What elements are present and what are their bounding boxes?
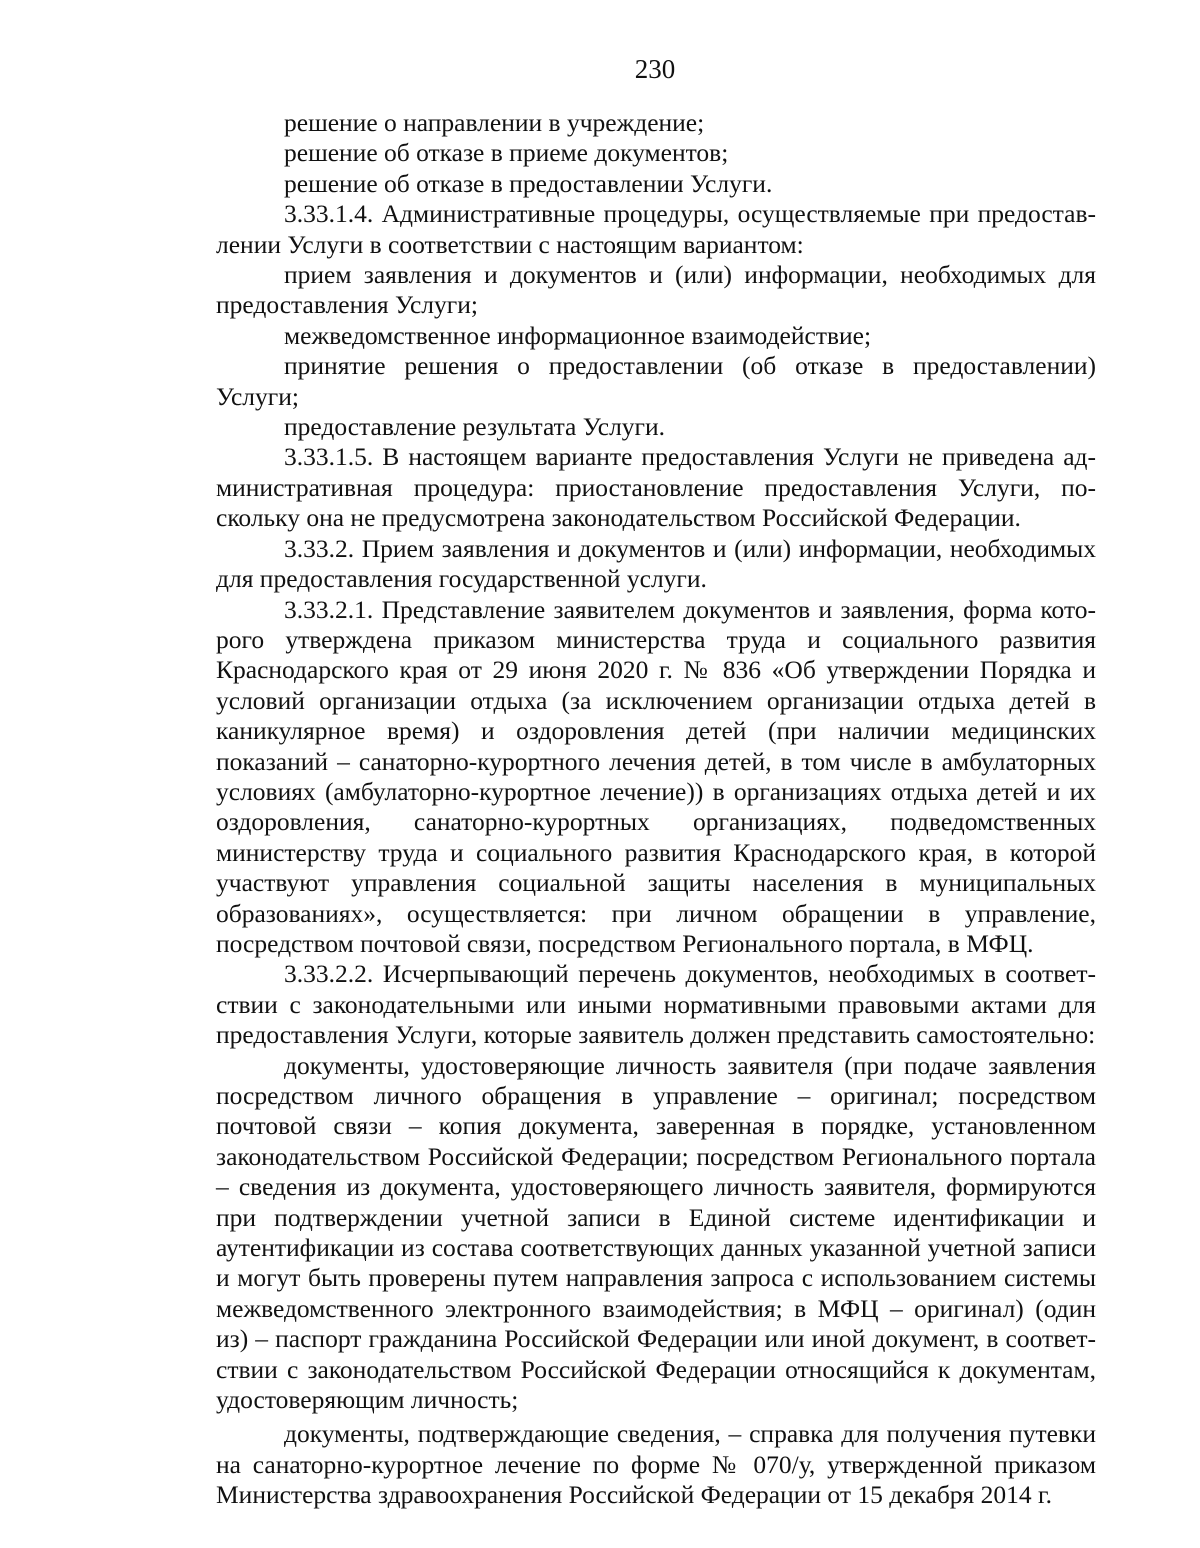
paragraph: 3.33.2. Прием заявления и документов и (или) информации, необходимых для предоставления государственной услуги.	[216, 533, 1096, 594]
paragraph: прием заявления и документов и (или) информации, необходимых для предоставления Услуги;	[216, 260, 1096, 320]
paragraph: 3.33.1.4. Административные процедуры, осуществляемые при предоставлении Услуги в соответствии с настоящим вариантом:	[216, 199, 1096, 259]
paragraph: межведомственное информационное взаимодействие;	[284, 320, 872, 350]
document-body	[216, 108, 1096, 1511]
paragraph: решение об отказе в предоставлении Услуги.	[284, 168, 773, 198]
paragraph: решение об отказе в приеме документов;	[284, 138, 729, 168]
paragraph: документы, подтверждающие сведения, – справка для получения путевки на санаторно-курортное лечение по форме № 070/у, утвержденной приказом Министерства здравоохранения Российской Федерации от 15 декабря 2014 г.	[216, 1419, 1096, 1510]
paragraph: решение о направлении в учреждение;	[284, 108, 705, 137]
paragraph: 3.33.1.5. В настоящем варианте предоставления Услуги не приведена административная процедура: приостановление предоставления Услуги, поскольку она не предусмотрена законодательством Российской Федерации.	[216, 442, 1096, 533]
paragraph: документы, удостоверяющие личность заявителя (при подаче заявления посредством личного обращения в управление – оригинал; посредством почтовой связи – копия документа, заверенная в порядке, установленном законодательством Российской Федерации; посредством Регионального портала – сведения из документа, удостоверяющего личность заявителя, формируются при подтверждении учетной записи в Единой системе идентификации и аутентификации из состава соответствующих данных указанной учетной записи и могут быть проверены путем направления запроса с использованием системы межведомственного электронного взаимодействия; в МФЦ – оригинал) (один из) – паспорт гражданина Российской Федерации или иной документ, в соответствии с законодательством Российской Федерации относящийся к документам, удостоверяющим личность;	[216, 1050, 1096, 1415]
paragraph: 3.33.2.1. Представление заявителем документов и заявления, форма которого утверждена приказом министерства труда и социального развития Краснодарского края от 29 июня 2020 г. № 836 «Об утверждении Порядка и условий организации отдыха (за исключением организации отдыха детей в каникулярное время) и оздоровления детей (при наличии медицинских показаний – санаторно-курортного лечения детей, в том числе в амбулаторных условиях (амбулаторно-курортное лечение)) в организациях отдыха детей и их оздоровления, санаторно-курортных организациях, подведомственных министерству труда и социального развития Краснодарского края, в которой участвуют управления социальной защиты населения в муниципальных образованиях», осуществляется: при личном обращении в управление, посредством почтовой связи, посредством Регионального портала, в МФЦ.	[216, 594, 1096, 958]
page-number: 230	[634, 54, 676, 84]
paragraph: 3.33.2.2. Исчерпывающий перечень документов, необходимых в соответствии с законодательными или иными нормативными правовыми актами для предоставления Услуги, которые заявитель должен представить самостоятельно:	[216, 959, 1096, 1050]
paragraph: принятие решения о предоставлении (об отказе в предоставлении) Услуги;	[216, 351, 1096, 411]
paragraph: предоставление результата Услуги.	[284, 412, 666, 442]
